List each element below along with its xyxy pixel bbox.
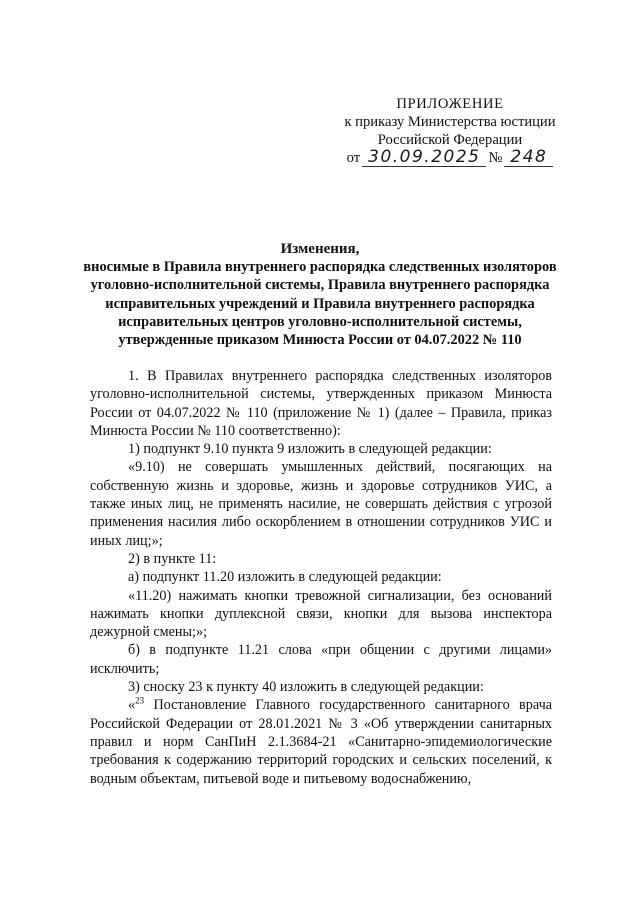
paragraph-3: «9.10) не совершать умышленных действий, посягающих на собственную жизнь и здоровье, жизнь и здоровье сотрудников УИС, а также иных лиц, не применять насилие, не совершать действия с угрозой применения насилия либо оскорблением в отношении сотрудников УИС и иных лиц;»;: [90, 459, 552, 549]
paragraph-8: 3) сноску 23 к пункту 40 изложить в следующей редакции:: [128, 679, 484, 696]
title-line-1: вносимые в Правила внутреннего распорядка следственных изоляторов: [83, 259, 557, 276]
number-prefix: №: [488, 150, 503, 166]
date-number-line: [330, 149, 570, 167]
paragraph-1: 1. В Правилах внутреннего распорядка следственных изоляторов уголовно-исполнительной системы, утвержденных приказом Минюста России от 04.07.2022 № 110 (приложение № 1) (далее – Правила, приказ Минюста России № 110 соответственно):: [90, 368, 552, 439]
paragraph-5: а) подпункт 11.20 изложить в следующей редакции:: [128, 569, 442, 586]
document-body: [90, 367, 552, 788]
title-line-4: исправительных центров уголовно-исполнительной системы,: [118, 313, 522, 330]
paragraph-4: 2) в пункте 11:: [128, 550, 217, 567]
handwritten-date: 30.09.2025: [362, 149, 486, 167]
date-prefix: от: [346, 150, 361, 166]
footnote-open-quote: «: [128, 697, 136, 714]
approval-line-1: к приказу Министерства юстиции: [344, 114, 556, 130]
document-title: [80, 240, 560, 349]
handwritten-number: 248: [504, 149, 553, 167]
title-line-5: утвержденные приказом Минюста России от 04.07.2022 № 110: [118, 332, 522, 349]
approval-line-2: Российской Федерации: [377, 132, 523, 148]
paragraph-7: б) в подпункте 11.21 слова «при общении с другими лицами» исключить;: [90, 642, 552, 677]
paragraph-2: 1) подпункт 9.10 пункта 9 изложить в следующей редакции:: [128, 441, 492, 458]
title-main: Изменения,: [280, 241, 360, 257]
footnote-text: Постановление Главного государственного санитарного врача Российской Федерации от 28.01.2021 № 3 «Об утверждении санитарных правил и норм СанПиН 2.1.3684-21 «Санитарно-эпидемиологические требования к содержанию территорий городских и сельских поселений, к водным объектам, питьевой воде и питьевому водоснабжению,: [90, 697, 552, 787]
paragraph-6: «11.20) нажимать кнопки тревожной сигнализации, без оснований нажимать кнопки дуплексной связи, кнопки для вызова инспектора дежурной смены;»;: [90, 587, 552, 641]
paragraph-9: [90, 696, 552, 787]
approval-block: [330, 95, 570, 167]
footnote-marker: 23: [135, 695, 145, 706]
title-line-2: уголовно-исполнительной системы, Правила внутреннего распорядка: [90, 277, 550, 294]
appendix-heading: ПРИЛОЖЕНИЕ: [396, 96, 504, 112]
title-line-3: исправительных учреждений и Правила внутреннего распорядка: [105, 295, 535, 312]
